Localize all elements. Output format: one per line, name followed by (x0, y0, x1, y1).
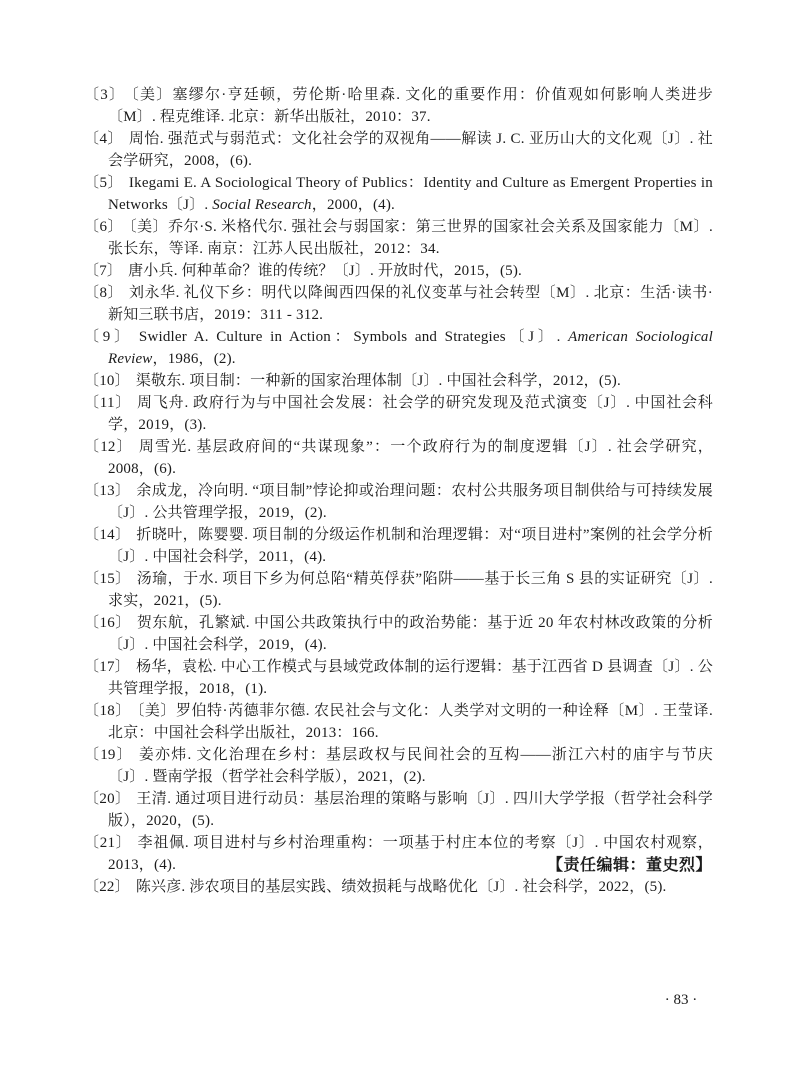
reference-number: 〔6〕 (84, 219, 124, 235)
reference-item (84, 700, 713, 744)
reference-number: 〔19〕 (84, 747, 133, 763)
reference-number: 〔7〕 (84, 263, 123, 279)
reference-item (84, 656, 713, 700)
reference-number: 〔15〕 (84, 571, 131, 587)
reference-text: 姜亦炜. 文化治理在乡村：基层政权与民间社会的互构——浙江六村的庙宇与节庆〔J〕. 暨南学报（哲学社会科学版），2021，(2). (108, 747, 713, 785)
reference-text: 王清. 通过项目进行动员：基层治理的策略与影响〔J〕. 四川大学学报（哲学社会科学版），2020，(5). (108, 791, 713, 829)
reference-item (84, 282, 713, 326)
reference-item (84, 216, 713, 260)
reference-text: 周雪光. 基层政府间的“共谋现象”：一个政府行为的制度逻辑〔J〕. 社会学研究，2008，(6). (108, 439, 713, 477)
reference-text: 渠敬东. 项目制：一种新的国家治理体制〔J〕. 中国社会科学，2012，(5). (135, 373, 621, 389)
reference-number: 〔5〕 (84, 175, 123, 191)
reference-number: 〔21〕 (84, 835, 132, 851)
responsible-editor-note: 【责任编辑：董史烈】 (546, 857, 712, 874)
reference-item (84, 524, 713, 568)
reference-item (84, 788, 713, 832)
reference-text: 折晓叶，陈婴婴. 项目制的分级运作机制和治理逻辑：对“项目进村”案例的社会学分析〔J〕. 中国社会科学，2011，(4). (108, 527, 713, 565)
reference-text: 〔美〕乔尔·S. 米格代尔. 强社会与弱国家：第三世界的国家社会关系及国家能力〔M〕. 张长东，等译. 南京：江苏人民出版社，2012：34. (108, 219, 713, 257)
reference-item (84, 876, 713, 898)
reference-text: Ikegami E. A Sociological Theory of Publics：Identity and Culture as Emergent Properties in Networks〔J〕. Social Research，2000，(4). (108, 175, 713, 213)
reference-item (84, 128, 713, 172)
reference-number: 〔20〕 (84, 791, 131, 807)
reference-text: Swidler A. Culture in Action：Symbols and Strategies〔J〕. American Sociological Review，1986，(2). (108, 329, 713, 367)
reference-item (84, 392, 713, 436)
reference-text: 周飞舟. 政府行为与中国社会发展：社会学的研究发现及范式演变〔J〕. 中国社会科学，2019，(3). (108, 395, 714, 433)
reference-item (84, 84, 713, 128)
reference-text: 余成龙，冷向明. “项目制”悖论抑或治理问题：农村公共服务项目制供给与可持续发展〔J〕. 公共管理学报，2019，(2). (108, 483, 713, 521)
reference-text: 〔美〕塞缪尔·亨廷顿，劳伦斯·哈里森. 文化的重要作用：价值观如何影响人类进步〔M〕. 程克维译. 北京：新华出版社，2010：37. (108, 87, 713, 125)
reference-number: 〔8〕 (84, 285, 124, 301)
reference-text: 杨华，袁松. 中心工作模式与县域党政体制的运行逻辑：基于江西省 D 县调查〔J〕. 公共管理学报，2018，(1). (108, 659, 713, 697)
reference-item (84, 744, 713, 788)
reference-text: 唐小兵. 何种革命？谁的传统？〔J〕. 开放时代，2015，(5). (128, 263, 522, 279)
reference-number: 〔22〕 (84, 879, 130, 895)
reference-number: 〔11〕 (84, 395, 132, 411)
reference-number: 〔3〕 (84, 87, 126, 103)
reference-number: 〔14〕 (84, 527, 131, 543)
reference-number: 〔4〕 (84, 131, 123, 147)
reference-item (84, 326, 713, 370)
reference-item (84, 260, 713, 282)
reference-number: 〔12〕 (84, 439, 133, 455)
reference-text: 刘永华. 礼仪下乡：明代以降闽西四保的礼仪变革与社会转型〔M〕. 北京：生活·读书·新知三联书店，2019：311 - 312. (108, 285, 713, 323)
reference-text: 贺东航，孔繁斌. 中国公共政策执行中的政治势能：基于近 20 年农村林改政策的分析〔J〕. 中国社会科学，2019，(4). (108, 615, 713, 653)
reference-number: 〔9〕 (84, 329, 133, 345)
reference-number: 〔17〕 (84, 659, 131, 675)
reference-text: 陈兴彦. 涉农项目的基层实践、绩效损耗与战略优化〔J〕. 社会科学，2022，(5). (135, 879, 667, 895)
reference-text: 周怡. 强范式与弱范式：文化社会学的双视角——解读 J. C. 亚历山大的文化观〔J〕. 社会学研究，2008，(6). (108, 131, 713, 169)
reference-item (84, 172, 713, 216)
reference-number: 〔13〕 (84, 483, 131, 499)
reference-text: 〔美〕罗伯特·芮德菲尔德. 农民社会与文化：人类学对文明的一种诠释〔M〕. 王莹译. 北京：中国社会科学出版社，2013：166. (108, 703, 713, 741)
reference-number: 〔16〕 (84, 615, 131, 631)
reference-item (84, 480, 713, 524)
reference-item (84, 568, 713, 612)
reference-item (84, 370, 713, 392)
page-number: · 83 · (664, 992, 698, 1008)
reference-number: 〔18〕 (84, 703, 131, 719)
reference-text: 李祖佩. 项目进村与乡村治理重构：一项基于村庄本位的考察〔J〕. 中国农村观察，2013，(4). (108, 835, 713, 873)
reference-item (84, 612, 713, 656)
reference-text: 汤瑜，于水. 项目下乡为何总陷“精英俘获”陷阱——基于长三角 S 县的实证研究〔J〕. 求实，2021，(5). (108, 571, 713, 609)
reference-list (84, 84, 713, 898)
reference-number: 〔10〕 (84, 373, 130, 389)
reference-item (84, 436, 713, 480)
